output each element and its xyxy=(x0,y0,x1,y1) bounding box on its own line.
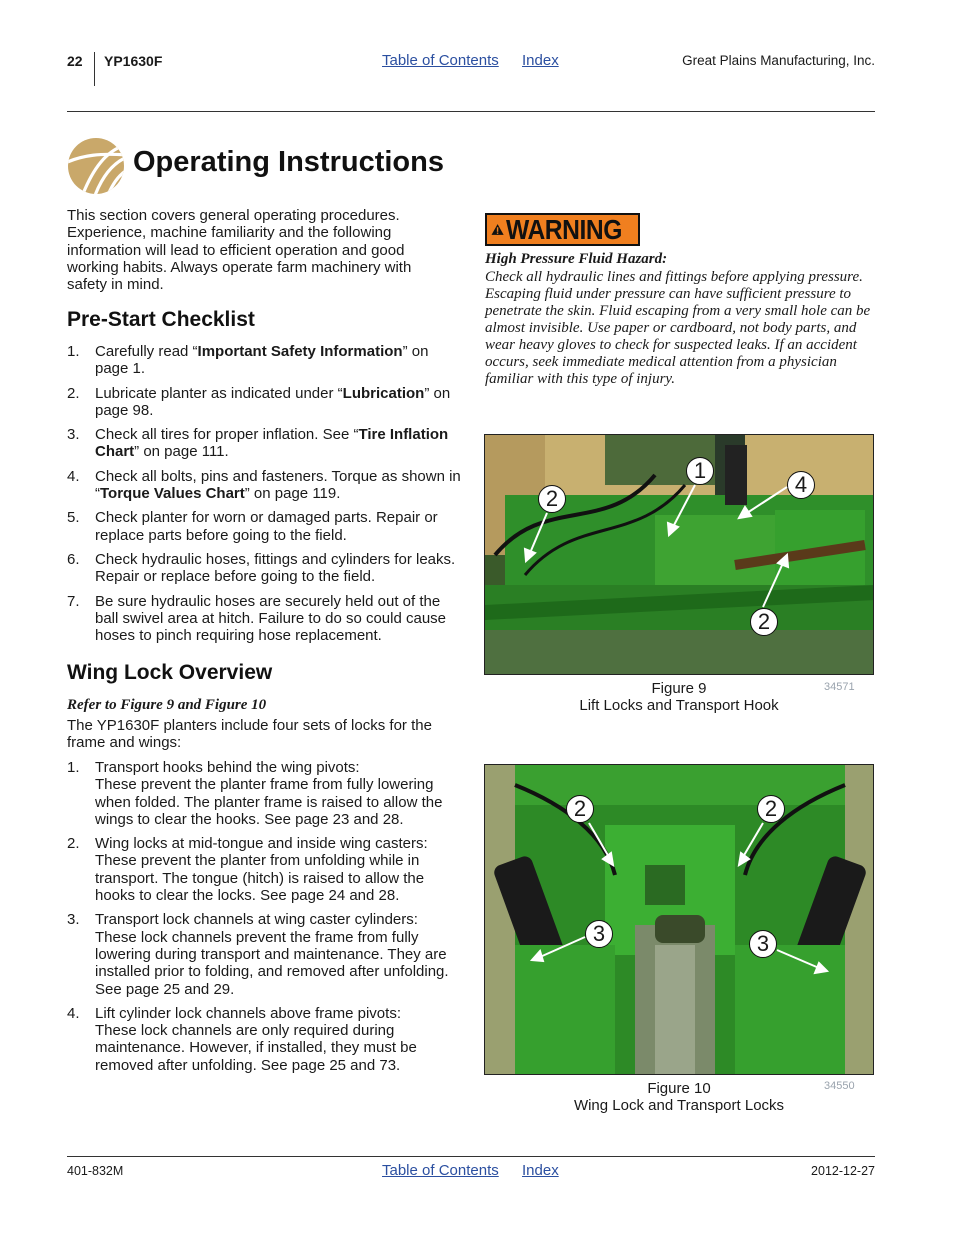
winglock-item xyxy=(67,835,462,904)
footer-toc-link[interactable]: Table of Contents xyxy=(382,1162,499,1179)
checklist-item xyxy=(67,385,462,420)
checklist-item-text: Check planter for worn or damaged parts. Repair or replace parts before going to the field. xyxy=(95,509,438,544)
figure9-callout: 1 xyxy=(686,457,714,485)
winglock-item-title: Wing locks at mid-tongue and inside wing casters: xyxy=(95,835,428,853)
figure9-callout: 4 xyxy=(787,471,815,499)
checklist-item-number: 6. xyxy=(67,550,80,568)
footer-rule xyxy=(67,1156,875,1157)
checklist-item xyxy=(67,468,462,503)
company-name: Great Plains Manufacturing, Inc. xyxy=(682,53,875,68)
checklist-item-reference: Lubrication xyxy=(342,384,425,402)
figure9-photo xyxy=(484,434,874,675)
warning-word: WARNING xyxy=(506,213,623,245)
checklist-item-number: 1. xyxy=(67,343,80,360)
checklist-item xyxy=(67,426,462,461)
checklist-item-text: Check all bolts, pins and fasteners. Torque as shown in “ xyxy=(95,467,461,503)
checklist-item-text: ” on page 98. xyxy=(95,384,451,419)
checklist-item-number: 4. xyxy=(67,467,80,485)
checklist-item-text: Be sure hydraulic hoses are securely held out of the ball swivel area at hitch. Failure to do so could cause hoses to pinch requiring hose replacement. xyxy=(95,592,447,645)
checklist-item-reference: Important Safety Information xyxy=(197,343,403,360)
checklist-item xyxy=(67,509,462,544)
winglock-item-number: 2. xyxy=(67,835,80,853)
prestart-heading: Pre-Start Checklist xyxy=(67,308,255,331)
figure9-callout: 2 xyxy=(538,485,566,513)
prestart-list xyxy=(67,343,462,651)
warning-label xyxy=(485,213,640,246)
doc-date: 2012-12-27 xyxy=(811,1164,875,1178)
figure10-label: Figure 10 xyxy=(647,1080,711,1097)
section-logo xyxy=(67,137,125,195)
winglock-item-title: Transport lock channels at wing caster cylinders: xyxy=(95,911,418,929)
checklist-item-text: Lubricate planter as indicated under “ xyxy=(95,384,343,402)
winglock-heading: Wing Lock Overview xyxy=(67,661,273,684)
checklist-item-number: 3. xyxy=(67,426,80,444)
checklist-item-reference: Tire Inflation Chart xyxy=(95,426,449,461)
winglock-item xyxy=(67,1005,462,1074)
winglock-item-title: Transport hooks behind the wing pivots: xyxy=(95,759,360,776)
checklist-item-reference: Torque Values Chart xyxy=(100,485,245,503)
header-index-link[interactable]: Index xyxy=(522,52,559,69)
checklist-item-number: 2. xyxy=(67,384,80,402)
figure10-id: 34550 xyxy=(824,1080,855,1092)
checklist-item-number: 7. xyxy=(67,592,80,610)
winglock-item-number: 4. xyxy=(67,1004,80,1022)
winglock-item xyxy=(67,759,462,828)
figure10-callout: 2 xyxy=(757,795,785,823)
header-toc-link[interactable]: Table of Contents xyxy=(382,52,499,69)
intro-paragraph: This section covers general operating procedures. Experience, machine familiarity and the following information will lead to efficient operation and good working habits. Always operate farm machinery with safety in mind. xyxy=(67,207,412,294)
figure10-callout: 3 xyxy=(749,930,777,958)
figure9-callout: 2 xyxy=(750,608,778,636)
checklist-item-text: Check hydraulic hoses, fittings and cylinders for leaks. Repair or replace before going to the field. xyxy=(95,550,456,586)
doc-number: 401-832M xyxy=(67,1164,124,1178)
checklist-item-number: 5. xyxy=(67,509,80,527)
model-name: YP1630F xyxy=(104,53,163,69)
checklist-item-text: ” on page 1. xyxy=(95,343,429,378)
winglock-list xyxy=(67,759,462,1081)
figure10-photo xyxy=(484,764,874,1075)
winglock-item-number: 3. xyxy=(67,911,80,929)
footer-index-link[interactable]: Index xyxy=(522,1162,559,1179)
warning-triangle-icon xyxy=(491,218,504,241)
hazard-title: High Pressure Fluid Hazard: xyxy=(485,251,668,267)
winglock-item-text: These prevent the planter from unfolding while in transport. The tongue (hitch) is raised to allow the hooks to clear the locks. See page 24 and 28. xyxy=(95,852,425,905)
winglock-item-text: These prevent the planter frame from fully lowering when folded. The planter frame is raised to allow the wings to clear the hooks. See page 23 and 28. xyxy=(95,776,443,828)
hazard-text: Check all hydraulic lines and fittings before applying pressure. Escaping fluid under pressure can have sufficient pressure to penetrate the skin. Fluid escaping from a very small hole can be almost invisible. Use paper or cardboard, not body parts, and wear heavy gloves to check for suspected leaks. If an accident occurs, seek immediate medical attention from a physician familiar with this type of injury. xyxy=(485,269,871,387)
winglock-item-number: 1. xyxy=(67,759,80,776)
figure9-id: 34571 xyxy=(824,681,855,693)
figure9-label: Figure 9 xyxy=(651,680,707,697)
checklist-item-text: ” on page 119. xyxy=(244,485,341,503)
checklist-item xyxy=(67,593,462,645)
checklist-item xyxy=(67,343,462,378)
winglock-item-title: Lift cylinder lock channels above frame pivots: xyxy=(95,1004,401,1022)
winglock-refer: Refer to Figure 9 and Figure 10 xyxy=(67,697,267,713)
winglock-item-text: These lock channels are only required during maintenance. However, if installed, they must be removed after unfolding. See page 25 and 73. xyxy=(95,1022,417,1074)
figure10-callout: 3 xyxy=(585,920,613,948)
winglock-item xyxy=(67,911,462,997)
header-divider xyxy=(94,52,95,86)
checklist-item-text: Carefully read “ xyxy=(95,343,198,360)
page-title: Operating Instructions xyxy=(133,146,444,178)
checklist-item-text: Check all tires for proper inflation. See “ xyxy=(95,426,359,444)
checklist-item xyxy=(67,551,462,586)
page-number: 22 xyxy=(67,53,83,69)
winglock-intro: The YP1630F planters include four sets of locks for the frame and wings: xyxy=(67,717,432,752)
figure9-caption: Lift Locks and Transport Hook xyxy=(579,697,779,714)
header-rule xyxy=(67,111,875,112)
winglock-item-text: These lock channels prevent the frame from fully lowering during transport and maintenance. They are installed prior to folding, and removed after unfolding. See page 25 and 29. xyxy=(95,928,449,998)
figure10-caption: Wing Lock and Transport Locks xyxy=(573,1097,785,1114)
figure10-callout: 2 xyxy=(566,795,594,823)
checklist-item-text: ” on page 111. xyxy=(134,443,229,461)
